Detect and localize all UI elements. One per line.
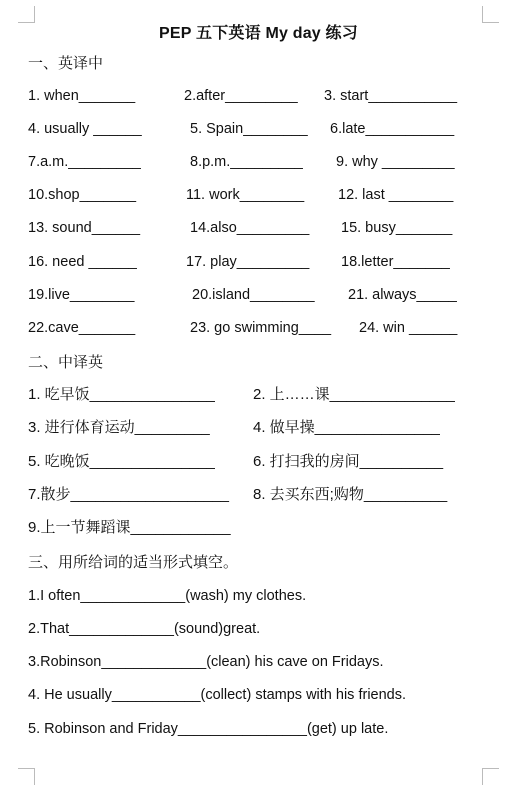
exercise-item: 6. 打扫我的房间__________: [253, 453, 444, 470]
exercise-item: 7.散步___________________: [28, 486, 230, 503]
exercise-item: 21. always_____: [348, 287, 457, 303]
exercise-row: [0, 284, 517, 306]
fill-in-sentence: 1.I often_____________(wash) my clothes.: [28, 588, 307, 604]
exercise-item: 12. last ________: [338, 187, 454, 203]
fill-in-sentence: 4. He usually___________(collect) stamps with his friends.: [28, 687, 407, 703]
exercise-item: 2. 上……课_______________: [253, 386, 455, 403]
exercise-row: [0, 85, 517, 107]
exercise-item: 15. busy_______: [341, 220, 453, 236]
exercise-item: 8. 去买东西;购物__________: [253, 486, 448, 503]
exercise-item: 5. 吃晚饭_______________: [28, 453, 215, 470]
exercise-item: 3. start___________: [324, 88, 458, 104]
worksheet-title: PEP 五下英语 My day 练习: [159, 25, 358, 42]
exercise-row: [0, 118, 517, 140]
exercise-item: 2.after_________: [184, 88, 298, 104]
corner-mark: [18, 768, 35, 785]
exercise-row: [0, 317, 517, 339]
section-heading-english-to-chinese: 一、英译中: [28, 55, 104, 72]
exercise-item: 9. why _________: [336, 154, 455, 170]
exercise-item: 1. 吃早饭_______________: [28, 386, 215, 403]
exercise-item: 17. play_________: [186, 254, 310, 270]
exercise-item: 23. go swimming____: [190, 320, 332, 336]
section-heading-chinese-to-english: 二、中译英: [28, 354, 104, 371]
exercise-item: 16. need ______: [28, 254, 137, 270]
exercise-item: 11. work________: [186, 187, 305, 203]
exercise-item: 6.late___________: [330, 121, 455, 137]
exercise-row: [0, 384, 517, 406]
exercise-row: [0, 417, 517, 439]
exercise-item: 14.also_________: [190, 220, 310, 236]
exercise-row: [0, 451, 517, 473]
exercise-row: [0, 484, 517, 506]
exercise-item: 13. sound______: [28, 220, 141, 236]
exercise-item: 20.island________: [192, 287, 315, 303]
section-heading-fill-in-blanks: 三、用所给词的适当形式填空。: [28, 554, 239, 571]
fill-in-sentence: 5. Robinson and Friday________________(get) up late.: [28, 721, 389, 737]
exercise-row: [0, 251, 517, 273]
exercise-item: 4. 做早操_______________: [253, 419, 440, 436]
corner-mark: [482, 768, 499, 785]
exercise-row: [0, 151, 517, 173]
exercise-item: 7.a.m._________: [28, 154, 141, 170]
exercise-item: 10.shop_______: [28, 187, 137, 203]
exercise-item: 18.letter_______: [341, 254, 450, 270]
fill-in-sentence: 2.That_____________(sound)great.: [28, 621, 261, 637]
exercise-row: [0, 217, 517, 239]
fill-in-sentence: 3.Robinson_____________(clean) his cave on Fridays.: [28, 654, 384, 670]
exercise-item: 8.p.m._________: [190, 154, 303, 170]
exercise-item: 22.cave_______: [28, 320, 136, 336]
exercise-item: 24. win ______: [359, 320, 458, 336]
exercise-row: [0, 184, 517, 206]
exercise-item: 1. when_______: [28, 88, 136, 104]
exercise-item: 9.上一节舞蹈课____________: [28, 519, 231, 536]
exercise-item: 3. 进行体育运动_________: [28, 419, 210, 436]
exercise-item: 4. usually ______: [28, 121, 142, 137]
exercise-item: 19.live________: [28, 287, 135, 303]
exercise-item: 5. Spain________: [190, 121, 308, 137]
exercise-row: [0, 517, 517, 539]
